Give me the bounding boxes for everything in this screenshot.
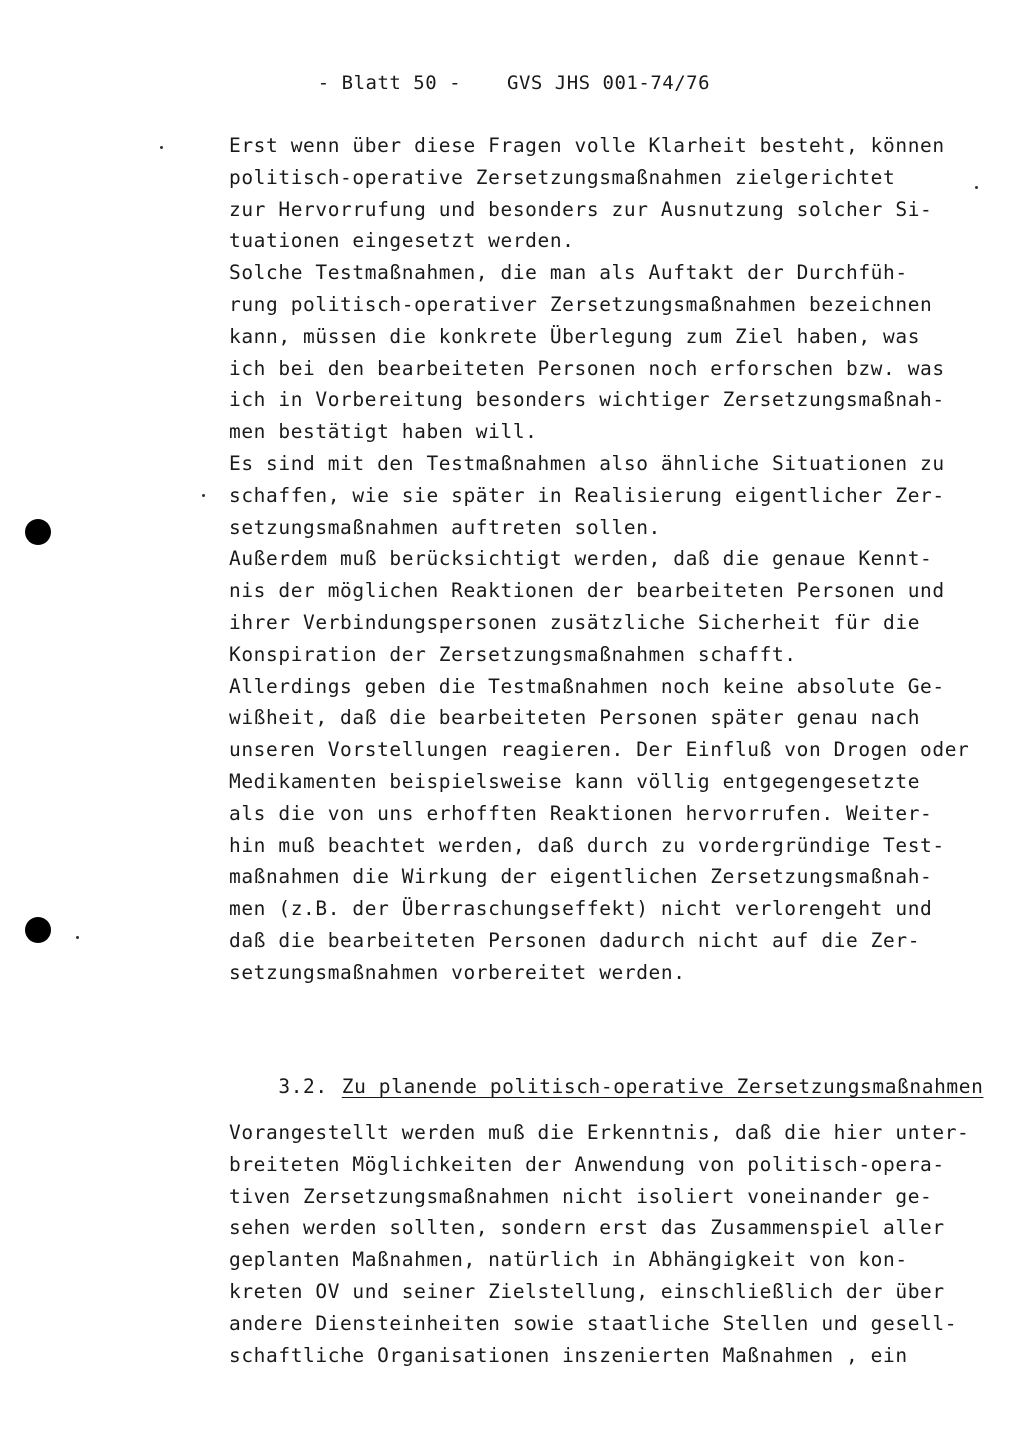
text-line: Erst wenn über diese Fragen volle Klarheit besteht, können [229, 134, 945, 157]
text-line: ich in Vorbereitung besonders wichtiger Zersetzungsmaßnah- [229, 388, 945, 412]
section-number: 3.2. [278, 1075, 328, 1098]
sheet-number: - Blatt 50 - [317, 72, 462, 94]
body-text-block-2 [229, 1117, 969, 1371]
scan-speck [160, 146, 163, 149]
text-line: Konspiration der Zersetzungsmaßnahmen schafft. [229, 642, 797, 666]
body-text-block-1 [229, 130, 969, 989]
text-line: kreten OV und seiner Zielstellung, einschließlich der über [229, 1279, 945, 1303]
text-line: Außerdem muß berücksichtigt werden, daß die genaue Kennt- [229, 547, 933, 571]
text-line: wißheit, daß die bearbeiteten Personen später genau nach [229, 706, 921, 730]
text-line: geplanten Maßnahmen, natürlich in Abhängigkeit von kon- [229, 1248, 908, 1272]
scan-speck [975, 186, 978, 189]
text-line: ich bei den bearbeiteten Personen noch erforschen bzw. was [229, 356, 945, 380]
text-line: setzungsmaßnahmen auftreten sollen. [229, 515, 661, 539]
text-line: schaffen, wie sie später in Realisierung eigentlicher Zer- [229, 483, 945, 507]
text-line: andere Diensteinheiten sowie staatliche Stellen und gesell- [229, 1311, 958, 1335]
text-line: Es sind mit den Testmaßnahmen also ähnliche Situationen zu [229, 451, 945, 475]
punch-hole-bottom [25, 917, 51, 943]
text-line: hin muß beachtet werden, daß durch zu vordergründige Test- [229, 833, 945, 857]
page-header [270, 50, 710, 116]
scan-speck [202, 494, 205, 497]
text-line: daß die bearbeiteten Personen dadurch nicht auf die Zer- [229, 928, 921, 952]
text-line: men (z.B. der Überraschungseffekt) nicht verlorengeht und [229, 897, 933, 921]
scan-speck [76, 936, 79, 939]
text-line: Medikamenten beispielsweise kann völlig entgegengesetzte [229, 769, 921, 793]
text-line: ihrer Verbindungspersonen zusätzliche Sicherheit für die [229, 610, 921, 634]
punch-hole-top [25, 519, 51, 545]
text-line: setzungsmaßnahmen vorbereitet werden. [229, 960, 686, 984]
text-line: Vorangestellt werden muß die Erkenntnis, daß die hier unter- [229, 1121, 970, 1144]
text-line: Solche Testmaßnahmen, die man als Auftakt der Durchfüh- [229, 261, 908, 285]
text-line: schaftliche Organisationen inszenierten Maßnahmen , ein [229, 1343, 908, 1367]
text-line: maßnahmen die Wirkung der eigentlichen Zersetzungsmaßnah- [229, 865, 933, 889]
text-line: kann, müssen die konkrete Überlegung zum Ziel haben, was [229, 324, 921, 348]
text-line: breiteten Möglichkeiten der Anwendung von politisch-opera- [229, 1152, 945, 1176]
text-line: Allerdings geben die Testmaßnahmen noch keine absolute Ge- [229, 674, 945, 698]
text-line: unseren Vorstellungen reagieren. Der Einfluß von Drogen oder [229, 738, 970, 762]
text-line: nis der möglichen Reaktionen der bearbeiteten Personen und [229, 579, 945, 603]
text-line: tuationen eingesetzt werden. [229, 229, 575, 253]
text-line: als die von uns erhofften Reaktionen hervorrufen. Weiter- [229, 801, 933, 825]
section-title: Zu planende politisch-operative Zersetzungsmaßnahmen [341, 1075, 984, 1098]
text-line: sehen werden sollten, sondern erst das Zusammenspiel aller [229, 1216, 945, 1240]
document-reference: GVS JHS 001-74/76 [507, 72, 711, 94]
text-line: rung politisch-operativer Zersetzungsmaßnahmen bezeichnen [229, 292, 933, 316]
text-line: zur Hervorrufung und besonders zur Ausnutzung solcher Si- [229, 197, 933, 221]
text-line: tiven Zersetzungsmaßnahmen nicht isoliert voneinander ge- [229, 1184, 933, 1208]
text-line: men bestätigt haben will. [229, 420, 538, 444]
text-line: politisch-operative Zersetzungsmaßnahmen zielgerichtet [229, 165, 896, 189]
section-heading [229, 1052, 983, 1121]
